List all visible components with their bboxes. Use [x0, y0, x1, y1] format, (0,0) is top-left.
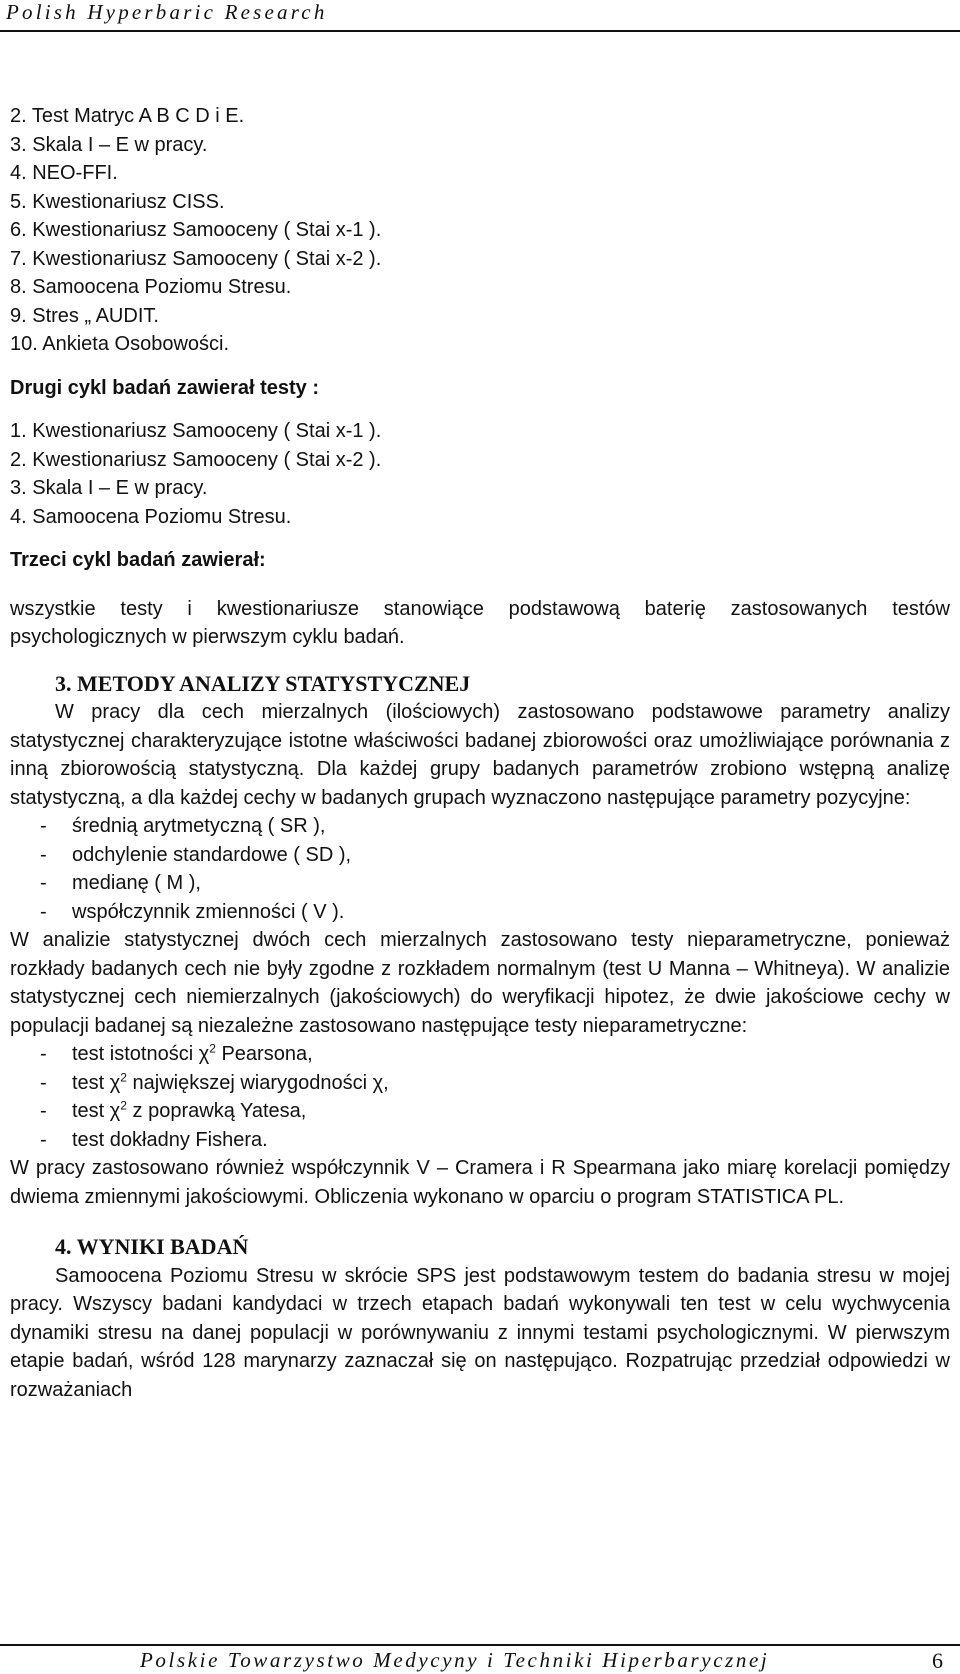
- list-item: 4. Samoocena Poziomu Stresu.: [10, 505, 292, 528]
- list-item: 10. Ankieta Osobowości.: [10, 333, 230, 355]
- third-cycle-title: Trzeci cykl badań zawierał:: [10, 549, 266, 571]
- society-name: Polskie Towarzystwo Medycyny i Techniki Hiperbarycznej: [140, 1648, 770, 1672]
- footer-divider: [0, 1644, 960, 1646]
- section-3-paragraph-1: W pracy dla cech mierzalnych (ilościowych) zastosowano podstawowe parametry analizy statystycznej charakteryzujące istotne właściwości badanej zbiorowości oraz umożliwiające porównania z inną zbiorowością statystyczną. Dla każdej grupy badanych parametrów zrobiono wstępną analizę statystyczną, a dla każdej cechy w badanych grupach wyznaczono następujące parametry pozycyjne:: [10, 701, 950, 809]
- list-item: 3. Skala I – E w pracy.: [10, 133, 208, 156]
- page-number: 6: [932, 1648, 943, 1673]
- list-item: - medianę ( M ),: [40, 872, 201, 894]
- list-item: - test dokładny Fishera.: [40, 1128, 268, 1151]
- header-divider: [0, 30, 960, 32]
- journal-title: Polish Hyperbaric Research: [6, 0, 328, 24]
- section-4-heading: 4. WYNIKI BADAŃ: [55, 1234, 249, 1259]
- list-item: 3. Skala I – E w pracy.: [10, 477, 208, 499]
- list-item: 8. Samoocena Poziomu Stresu.: [10, 276, 292, 298]
- list-item: - test $\chi^2$ z poprawką Yatesa,: [40, 1098, 307, 1122]
- third-cycle-text: wszystkie testy i kwestionariusze stanowiące podstawową baterię zastosowanych testów psychologicznych w pierwszym cyklu badań.: [10, 597, 950, 648]
- list-item: 4. NEO-FFI.: [10, 162, 118, 184]
- list-item: 5. Kwestionariusz CISS.: [10, 190, 225, 213]
- section-3-paragraph-2: W analizie statystycznej dwóch cech mierzalnych zastosowano testy nieparametryczne, ponieważ rozkłady badanych cech nie były zgodne z rozkładem normalnym (test U Manna – Whitneya). W analizie statystycznej cech niemierzalnych (jakościowych) do weryfikacji hipotez, że dwie jakościowe cechy w populacji badanej są niezależne zastosowano następujące testy nieparametryczne:: [10, 929, 950, 1037]
- list-item: 6. Kwestionariusz Samooceny ( Stai x-1 ).: [10, 219, 382, 241]
- list-item: - odchylenie standardowe ( SD ),: [40, 843, 352, 866]
- parameters-list: [10, 812, 950, 926]
- second-cycle-title: Drugi cykl badań zawierał testy :: [10, 376, 319, 399]
- page-header: [0, 0, 960, 32]
- list-item: 9. Stres „ AUDIT.: [10, 304, 159, 327]
- list-item: - test $\chi^2$ największej wiarygodności χ,: [40, 1069, 389, 1094]
- section-3-heading: 3. METODY ANALIZY STATYSTYCZNEJ: [55, 670, 471, 696]
- page-content: [10, 102, 950, 1404]
- tests-list: [10, 1040, 950, 1154]
- page-footer: [0, 1644, 960, 1674]
- list-item: - średnią arytmetyczną ( SR ),: [40, 815, 326, 837]
- list-item: 2. Kwestionariusz Samooceny ( Stai x-2 ).: [10, 448, 382, 471]
- list-item: 2. Test Matryc A B C D i E.: [10, 105, 245, 127]
- list-item: 7. Kwestionariusz Samooceny ( Stai x-2 ).: [10, 247, 382, 270]
- list-item: 1. Kwestionariusz Samooceny ( Stai x-1 ).: [10, 420, 382, 442]
- test-list: [10, 102, 950, 359]
- section-3-paragraph-3: W pracy zastosowano również współczynnik V – Cramera i R Spearmana jako miarę korelacji pomiędzy dwiema zmiennymi jakościowymi. Obliczenia wykonano w oparciu o program STATISTICA PL.: [10, 1157, 950, 1208]
- section-4-paragraph-1: Samoocena Poziomu Stresu w skrócie SPS jest podstawowym testem do badania stresu w mojej pracy. Wszyscy badani kandydaci w trzech etapach badań wykonywali ten test w celu wychwycenia dynamiki stresu na danej populacji w porównywaniu z innymi testami psychologicznymi. W pierwszym etapie badań, wśród 128 marynarzy zaznaczał się on następująco. Rozpatrując przedział odpowiedzi w rozważaniach: [10, 1264, 950, 1401]
- second-cycle-list: [10, 417, 950, 531]
- list-item: - test istotności $\chi^2$ Pearsona,: [40, 1041, 313, 1065]
- list-item: - współczynnik zmienności ( V ).: [40, 900, 345, 923]
